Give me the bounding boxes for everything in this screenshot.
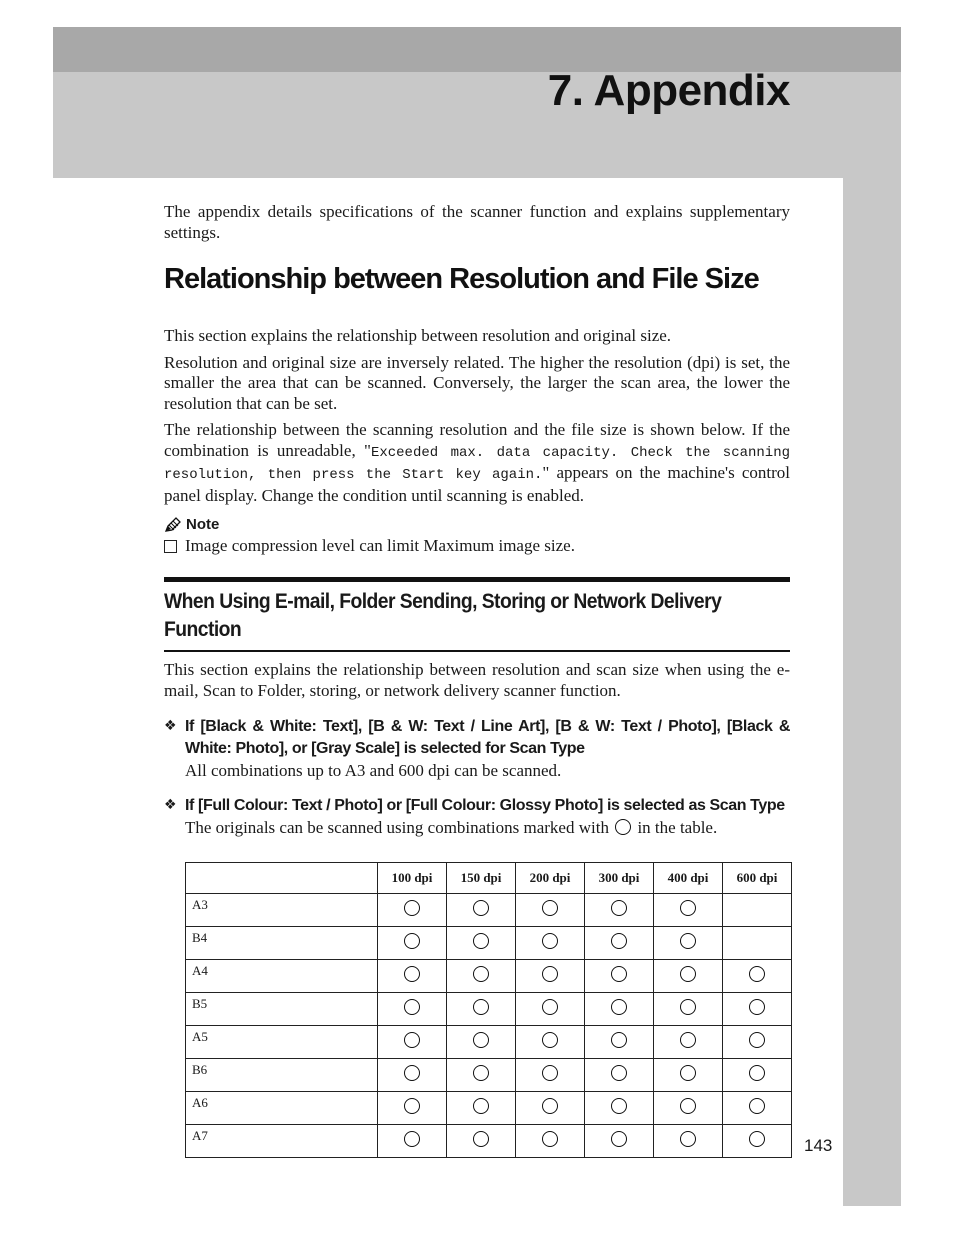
circle-mark-icon [473,1065,489,1081]
circle-mark-icon [542,1131,558,1147]
availability-cell [447,960,516,993]
availability-cell [447,1026,516,1059]
circle-mark-icon [542,1032,558,1048]
circle-mark-icon [611,933,627,949]
diamond-bullet-icon: ❖ [164,718,177,734]
circle-mark-icon [615,819,631,835]
circle-mark-icon [680,1065,696,1081]
paper-size-cell: A7 [186,1125,378,1158]
paper-size-cell: A6 [186,1092,378,1125]
section-paragraph-1: This section explains the relationship between resolution and original size. [164,326,672,345]
table-body [186,894,792,1158]
availability-cell [585,894,654,927]
circle-mark-icon [542,966,558,982]
resolution-size-table [185,862,792,1158]
circle-mark-icon [404,966,420,982]
section-paragraph-3 [164,420,790,506]
circle-mark-icon [404,1032,420,1048]
circle-mark-icon [611,1131,627,1147]
condition-2-body-after: in the table. [637,818,718,837]
circle-mark-icon [542,933,558,949]
availability-cell [585,1092,654,1125]
circle-mark-icon [749,966,765,982]
intro-paragraph: The appendix details specifications of the scanner function and explains supplementary settings. [164,202,790,242]
circle-mark-icon [611,1032,627,1048]
availability-cell [723,1092,792,1125]
condition-2-body-before: The originals can be scanned using combinations marked with [185,818,609,837]
availability-cell [585,927,654,960]
availability-cell [447,1092,516,1125]
table-header-cell: 100 dpi [378,863,447,894]
condition-1-heading: If [Black & White: Text], [B & W: Text / Line Art], [B & W: Text / Photo], [Black & White: Photo], or [Gray Scale] is selected for Scan Type [185,718,790,757]
table-row [186,1059,792,1092]
availability-cell [378,1092,447,1125]
availability-cell [447,927,516,960]
availability-cell [723,1059,792,1092]
paper-size-cell: B4 [186,927,378,960]
condition-2-heading: If [Full Colour: Text / Photo] or [Full Colour: Glossy Photo] is selected as Scan Type [185,797,785,814]
table-header-cell: 600 dpi [723,863,792,894]
availability-cell [516,1059,585,1092]
availability-cell [516,993,585,1026]
availability-cell [516,1092,585,1125]
table-header-row [186,863,792,894]
chapter-title: 7. Appendix [547,66,790,115]
availability-cell [654,1125,723,1158]
availability-cell [723,1125,792,1158]
availability-cell [447,993,516,1026]
availability-cell [654,960,723,993]
pencil-icon [164,517,182,533]
table-row [186,960,792,993]
table-row [186,1026,792,1059]
circle-mark-icon [404,1065,420,1081]
availability-cell [378,1125,447,1158]
subsection-heading-block [164,577,790,652]
paper-size-cell: B5 [186,993,378,1026]
circle-mark-icon [611,900,627,916]
availability-cell [516,1026,585,1059]
availability-cell [723,927,792,960]
circle-mark-icon [473,933,489,949]
circle-mark-icon [749,1098,765,1114]
checkbox-bullet-icon [164,540,177,553]
side-tab-bar [843,178,901,1206]
circle-mark-icon [749,1065,765,1081]
table-row [186,927,792,960]
note-item-text: Image compression level can limit Maximum image size. [185,536,575,555]
table-header-cell: 150 dpi [447,863,516,894]
table-row [186,1092,792,1125]
availability-cell [723,1026,792,1059]
availability-cell [654,1092,723,1125]
circle-mark-icon [542,1098,558,1114]
availability-cell [378,1059,447,1092]
availability-cell [585,1026,654,1059]
availability-cell [723,960,792,993]
availability-cell [447,1059,516,1092]
circle-mark-icon [749,999,765,1015]
note-heading [164,516,790,533]
availability-cell [723,894,792,927]
circle-mark-icon [680,1098,696,1114]
paper-size-cell: B6 [186,1059,378,1092]
condition-2-body [185,817,790,838]
availability-cell [585,1125,654,1158]
section-paragraph-2: Resolution and original size are inversely related. The higher the resolution (dpi) is set, the smaller the area that can be scanned. Conversely, the larger the scan area, the lower the resolution that can be set. [164,352,790,413]
availability-cell [654,993,723,1026]
availability-cell [723,993,792,1026]
circle-mark-icon [749,1032,765,1048]
condition-black-white [164,716,790,781]
subsection-paragraph: This section explains the relationship between resolution and scan size when using the e-mail, Scan to Folder, storing, or network delivery scanner function. [164,660,790,700]
section-title: Relationship between Resolution and File Size [164,263,759,295]
circle-mark-icon [473,900,489,916]
table-row [186,1125,792,1158]
circle-mark-icon [749,1131,765,1147]
availability-cell [585,993,654,1026]
circle-mark-icon [680,933,696,949]
paper-size-cell: A3 [186,894,378,927]
diamond-bullet-icon: ❖ [164,797,177,813]
p3-text-after: " appears on the machine's control panel display. Change the condition until scanning is enabled. [164,463,790,505]
availability-cell [447,1125,516,1158]
subsection-title: When Using E-mail, Folder Sending, Storing or Network Delivery Function [164,590,722,641]
note-item [164,536,790,556]
availability-cell [654,1026,723,1059]
note-label: Note [186,516,220,533]
circle-mark-icon [473,1032,489,1048]
availability-cell [516,960,585,993]
condition-full-colour [164,795,790,838]
condition-1-body: All combinations up to A3 and 600 dpi can be scanned. [185,761,562,780]
circle-mark-icon [473,999,489,1015]
availability-cell [516,927,585,960]
circle-mark-icon [680,1131,696,1147]
display-message: Exceeded max. data capacity. Check the scanning resolution, then press the Start key again. [164,444,790,483]
availability-cell [378,927,447,960]
circle-mark-icon [404,933,420,949]
table-corner-cell [186,863,378,894]
paper-size-cell: A4 [186,960,378,993]
circle-mark-icon [542,900,558,916]
circle-mark-icon [542,999,558,1015]
circle-mark-icon [611,966,627,982]
circle-mark-icon [680,1032,696,1048]
availability-cell [585,1059,654,1092]
circle-mark-icon [680,999,696,1015]
circle-mark-icon [473,966,489,982]
circle-mark-icon [680,900,696,916]
availability-cell [378,960,447,993]
table-row [186,894,792,927]
availability-cell [654,1059,723,1092]
table-header-cell: 400 dpi [654,863,723,894]
availability-cell [378,894,447,927]
availability-cell [654,927,723,960]
availability-cell [516,894,585,927]
page-content [164,202,790,838]
availability-cell [378,1026,447,1059]
circle-mark-icon [680,966,696,982]
circle-mark-icon [473,1098,489,1114]
availability-cell [516,1125,585,1158]
availability-cell [654,894,723,927]
circle-mark-icon [404,1098,420,1114]
availability-cell [585,960,654,993]
circle-mark-icon [404,900,420,916]
circle-mark-icon [611,1098,627,1114]
availability-cell [378,993,447,1026]
table-row [186,993,792,1026]
circle-mark-icon [611,999,627,1015]
circle-mark-icon [542,1065,558,1081]
circle-mark-icon [611,1065,627,1081]
paper-size-cell: A5 [186,1026,378,1059]
circle-mark-icon [404,999,420,1015]
page-number: 143 [804,1136,833,1155]
p3-text-before: The relationship between the scanning resolution and the file size is shown below. If the combination is unreadable, " [164,420,790,460]
circle-mark-icon [473,1131,489,1147]
table-header-cell: 200 dpi [516,863,585,894]
circle-mark-icon [404,1131,420,1147]
table-header-cell: 300 dpi [585,863,654,894]
availability-cell [447,894,516,927]
